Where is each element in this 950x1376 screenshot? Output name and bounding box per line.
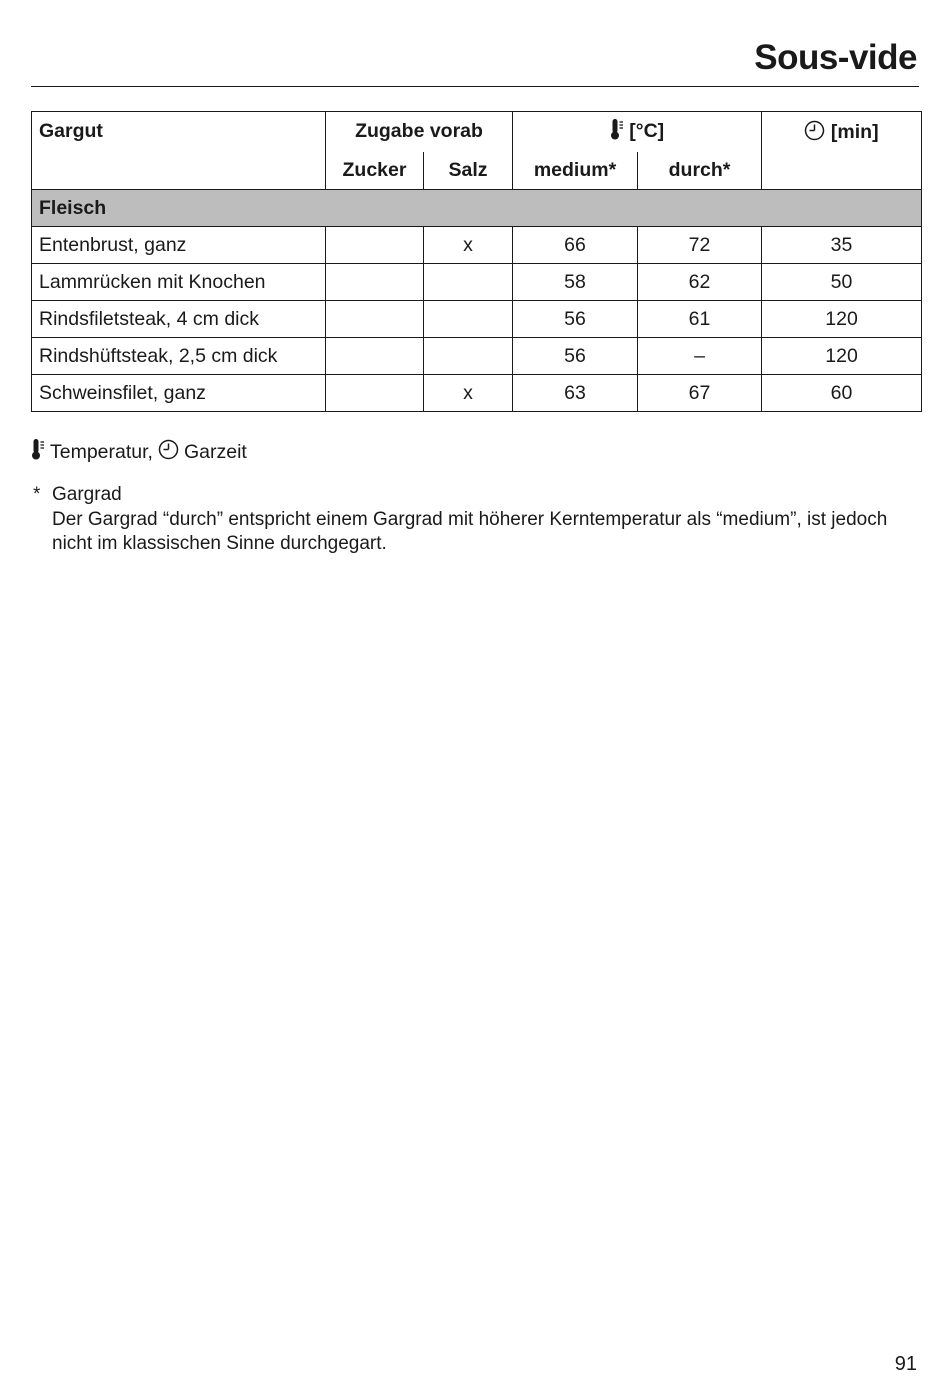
title-divider — [31, 86, 919, 87]
salt-cell — [424, 338, 513, 375]
sugar-cell — [326, 375, 424, 412]
page-number: 91 — [894, 1353, 917, 1375]
salt-cell: x — [424, 227, 513, 264]
salt-cell — [424, 301, 513, 338]
header-salt: Salz — [424, 152, 513, 190]
sugar-cell — [326, 227, 424, 264]
header-well-done: durch* — [638, 152, 762, 190]
food-cell: Schweinsfilet, ganz — [32, 375, 326, 412]
table-row — [32, 301, 922, 338]
table-row — [32, 375, 922, 412]
food-cell: Rindsfiletsteak, 4 cm dick — [32, 301, 326, 338]
sugar-cell — [326, 264, 424, 301]
temperature-unit: [°C] — [629, 119, 665, 142]
salt-cell — [424, 264, 513, 301]
table-header-row — [32, 112, 922, 152]
legend-time-label: Garzeit — [183, 440, 247, 463]
salt-cell: x — [424, 375, 513, 412]
medium-temp-cell: 56 — [513, 338, 638, 375]
thermometer-icon — [610, 118, 624, 146]
well-done-temp-cell: 62 — [638, 264, 762, 301]
footnote-marker: * — [33, 484, 41, 505]
medium-temp-cell: 63 — [513, 375, 638, 412]
food-cell: Entenbrust, ganz — [32, 227, 326, 264]
well-done-temp-cell: 67 — [638, 375, 762, 412]
table-row — [32, 264, 922, 301]
footnote-text: Der Gargrad “durch” entspricht einem Gargrad mit höherer Kerntemperatur als “medium”, ist jedoch nicht im klassischen Sinne durchgegart. — [52, 508, 888, 554]
footnote — [33, 483, 913, 557]
legend — [31, 438, 247, 466]
header-addition-group: Zugabe vorab — [326, 112, 513, 152]
medium-temp-cell: 58 — [513, 264, 638, 301]
page-title: Sous-vide — [754, 38, 917, 77]
footnote-title: Gargrad — [52, 484, 122, 505]
header-time — [762, 112, 922, 190]
header-temperature — [513, 112, 762, 152]
food-cell: Rindshüftsteak, 2,5 cm dick — [32, 338, 326, 375]
header-medium: medium* — [513, 152, 638, 190]
sugar-cell — [326, 301, 424, 338]
time-cell: 50 — [762, 264, 922, 301]
header-food: Gargut — [32, 112, 326, 190]
table-row — [32, 227, 922, 264]
time-cell: 60 — [762, 375, 922, 412]
legend-temperature-label: Temperatur, — [50, 440, 153, 463]
well-done-temp-cell: 61 — [638, 301, 762, 338]
sugar-cell — [326, 338, 424, 375]
time-cell: 120 — [762, 301, 922, 338]
time-unit: [min] — [830, 121, 879, 143]
header-sugar: Zucker — [326, 152, 424, 190]
thermometer-icon — [31, 438, 45, 466]
well-done-temp-cell: 72 — [638, 227, 762, 264]
well-done-temp-cell: – — [638, 338, 762, 375]
time-cell: 120 — [762, 338, 922, 375]
medium-temp-cell: 66 — [513, 227, 638, 264]
time-cell: 35 — [762, 227, 922, 264]
medium-temp-cell: 56 — [513, 301, 638, 338]
food-cell: Lammrücken mit Knochen — [32, 264, 326, 301]
category-row — [32, 190, 922, 227]
clock-icon — [158, 439, 179, 466]
category-label: Fleisch — [32, 190, 922, 227]
clock-icon — [804, 120, 825, 147]
table-row — [32, 338, 922, 375]
cooking-table — [31, 111, 922, 412]
